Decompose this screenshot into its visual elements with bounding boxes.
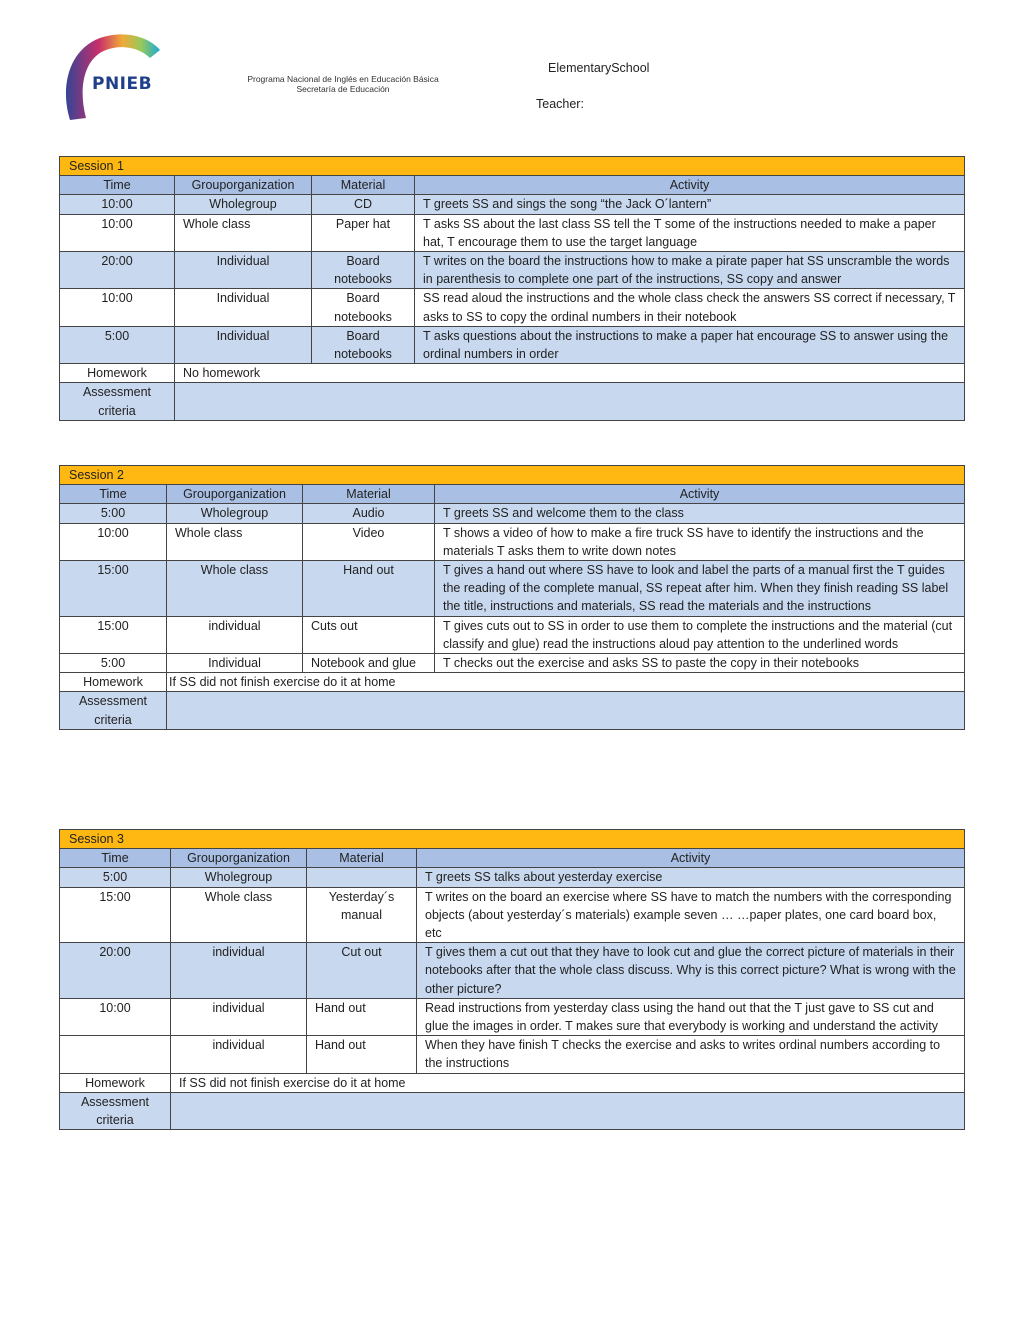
material-cell: Video xyxy=(303,523,435,560)
activity-cell: T shows a video of how to make a fire truck SS have to identify the instructions and the materials T asks them to write down notes xyxy=(435,523,965,560)
assessment-label: Assessment criteria xyxy=(60,692,167,729)
time-cell: 5:00 xyxy=(60,868,171,887)
col-material: Material xyxy=(307,849,417,868)
group-cell: Individual xyxy=(167,654,303,673)
homework-value: If SS did not finish exercise do it at home xyxy=(171,1073,965,1092)
assessment-row xyxy=(60,692,965,729)
activity-cell: T checks out the exercise and asks SS to paste the copy in their notebooks xyxy=(435,654,965,673)
table-row xyxy=(60,887,965,943)
activity-cell: T writes on the board an exercise where SS have to match the numbers with the corresponding objects (about yesterday´s materials) example seven … …paper plates, one card board box, etc xyxy=(417,887,965,943)
assessment-label: Assessment criteria xyxy=(60,1092,171,1129)
time-cell: 10:00 xyxy=(60,998,171,1035)
activity-cell: T gives them a cut out that they have to look cut and glue the correct picture of materials in their notebooks after that the whole class discuss. Why is this correct picture? What is wrong with the other picture? xyxy=(417,943,965,999)
time-cell xyxy=(60,1036,171,1073)
activity-cell: Read instructions from yesterday class using the hand out that the T just gave to SS cut and glue the images in order. T makes sure that everybody is working and understand the activity xyxy=(417,998,965,1035)
group-cell: Whole class xyxy=(175,214,312,251)
time-cell: 10:00 xyxy=(60,195,175,214)
session-2-table xyxy=(59,465,965,730)
session-3-table xyxy=(59,829,965,1130)
col-group: Grouporganization xyxy=(175,176,312,195)
material-cell: Audio xyxy=(303,504,435,523)
material-cell xyxy=(307,868,417,887)
material-cell: Cut out xyxy=(307,943,417,999)
homework-row xyxy=(60,364,965,383)
group-cell: Whole class xyxy=(167,561,303,617)
material-cell: Paper hat xyxy=(312,214,415,251)
activity-cell: T asks SS about the last class SS tell the T some of the instructions needed to make a paper hat, T encourage them to use the target language xyxy=(415,214,965,251)
session-1-table xyxy=(59,156,965,421)
group-cell: Individual xyxy=(175,289,312,326)
time-cell: 10:00 xyxy=(60,289,175,326)
material-cell: Yesterday´s manual xyxy=(307,887,417,943)
homework-label: Homework xyxy=(60,673,167,692)
col-activity: Activity xyxy=(415,176,965,195)
homework-value: No homework xyxy=(175,364,965,383)
col-activity: Activity xyxy=(417,849,965,868)
table-row xyxy=(60,1036,965,1073)
material-cell: Hand out xyxy=(307,1036,417,1073)
group-cell: Individual xyxy=(175,252,312,289)
material-cell: Notebook and glue xyxy=(303,654,435,673)
group-cell: individual xyxy=(167,616,303,653)
assessment-value xyxy=(167,692,965,729)
col-time: Time xyxy=(60,849,171,868)
program-line-1: Programa Nacional de Inglés en Educación Básica xyxy=(247,74,439,84)
time-cell: 5:00 xyxy=(60,326,175,363)
group-cell: Wholegroup xyxy=(175,195,312,214)
time-cell: 15:00 xyxy=(60,616,167,653)
group-cell: individual xyxy=(171,998,307,1035)
homework-label: Homework xyxy=(60,364,175,383)
material-cell: Board notebooks xyxy=(312,252,415,289)
table-row xyxy=(60,654,965,673)
group-cell: Individual xyxy=(175,326,312,363)
program-line-2: Secretaría de Educación xyxy=(296,83,390,94)
table-row xyxy=(60,195,965,214)
table-row xyxy=(60,289,965,326)
activity-cell: T greets SS and sings the song “the Jack O´lantern” xyxy=(415,195,965,214)
assessment-row xyxy=(60,1092,965,1129)
table-row xyxy=(60,326,965,363)
activity-cell: T gives cuts out to SS in order to use them to complete the instructions and the material (cut classify and glue) read the instructions aloud pay attention to the underlined words xyxy=(435,616,965,653)
homework-label: Homework xyxy=(60,1073,171,1092)
session-title: Session 2 xyxy=(60,466,965,485)
time-cell: 20:00 xyxy=(60,252,175,289)
col-time: Time xyxy=(60,176,175,195)
activity-cell: T gives a hand out where SS have to look and label the parts of a manual first the T guides the reading of the complete manual, SS repeat after him. When they finish reading SS label the title, instructions and materials, SS read the materials and the instructions xyxy=(435,561,965,617)
activity-cell: When they have finish T checks the exercise and asks to writes ordinal numbers according to the instructions xyxy=(417,1036,965,1073)
time-cell: 15:00 xyxy=(60,561,167,617)
col-activity: Activity xyxy=(435,485,965,504)
table-row xyxy=(60,868,965,887)
material-cell: Hand out xyxy=(307,998,417,1035)
time-cell: 5:00 xyxy=(60,504,167,523)
activity-cell: SS read aloud the instructions and the whole class check the answers SS correct if necessary, T asks to SS to copy the ordinal numbers in their notebook xyxy=(415,289,965,326)
material-cell: Board notebooks xyxy=(312,326,415,363)
group-cell: Wholegroup xyxy=(171,868,307,887)
material-cell: Cuts out xyxy=(303,616,435,653)
homework-value: If SS did not finish exercise do it at home xyxy=(167,673,965,692)
activity-cell: T asks questions about the instructions to make a paper hat encourage SS to answer using the ordinal numbers in order xyxy=(415,326,965,363)
table-row xyxy=(60,998,965,1035)
table-row xyxy=(60,504,965,523)
program-title xyxy=(236,75,450,94)
col-material: Material xyxy=(312,176,415,195)
table-row xyxy=(60,943,965,999)
material-cell: Board notebooks xyxy=(312,289,415,326)
group-cell: Wholegroup xyxy=(167,504,303,523)
session-title: Session 1 xyxy=(60,157,965,176)
time-cell: 20:00 xyxy=(60,943,171,999)
time-cell: 5:00 xyxy=(60,654,167,673)
group-cell: individual xyxy=(171,943,307,999)
col-group: Grouporganization xyxy=(171,849,307,868)
table-row xyxy=(60,214,965,251)
group-cell: individual xyxy=(171,1036,307,1073)
assessment-label: Assessment criteria xyxy=(60,383,175,420)
material-cell: Hand out xyxy=(303,561,435,617)
col-group: Grouporganization xyxy=(167,485,303,504)
group-cell: Whole class xyxy=(167,523,303,560)
logo-text: PNIEB xyxy=(92,74,153,94)
time-cell: 10:00 xyxy=(60,523,167,560)
time-cell: 15:00 xyxy=(60,887,171,943)
school-label: ElementarySchool xyxy=(548,61,650,75)
table-row xyxy=(60,561,965,617)
assessment-value xyxy=(175,383,965,420)
homework-row xyxy=(60,673,965,692)
homework-row xyxy=(60,1073,965,1092)
group-cell: Whole class xyxy=(171,887,307,943)
table-row xyxy=(60,523,965,560)
assessment-value xyxy=(171,1092,965,1129)
table-row xyxy=(60,616,965,653)
col-material: Material xyxy=(303,485,435,504)
activity-cell: T greets SS talks about yesterday exercise xyxy=(417,868,965,887)
time-cell: 10:00 xyxy=(60,214,175,251)
teacher-label: Teacher: xyxy=(536,97,584,111)
activity-cell: T greets SS and welcome them to the class xyxy=(435,504,965,523)
col-time: Time xyxy=(60,485,167,504)
table-row xyxy=(60,252,965,289)
assessment-row xyxy=(60,383,965,420)
material-cell: CD xyxy=(312,195,415,214)
session-title: Session 3 xyxy=(60,830,965,849)
activity-cell: T writes on the board the instructions how to make a pirate paper hat SS unscramble the words in parenthesis to complete one part of the instructions, SS copy and answer xyxy=(415,252,965,289)
